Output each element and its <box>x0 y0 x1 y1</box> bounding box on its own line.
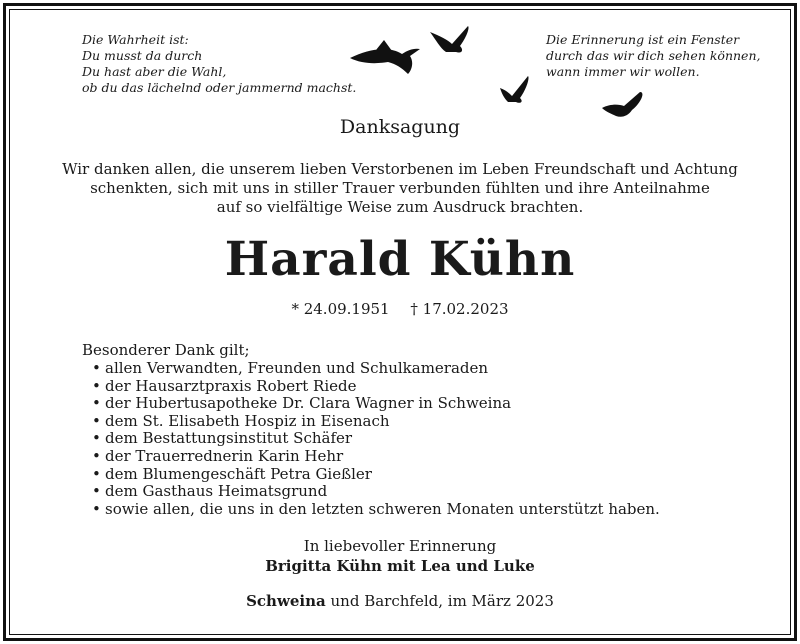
intro-text <box>0 160 800 217</box>
bird-icon <box>602 92 642 117</box>
list-item: • der Hausarztpraxis Robert Riede <box>92 378 660 396</box>
intro-line: schenkten, sich mit uns in stiller Trauer verbunden fühlten und ihre Anteilnahme <box>90 179 710 197</box>
list-item: • dem St. Elisabeth Hospiz in Eisenach <box>92 413 660 431</box>
list-item: • dem Blumengeschäft Petra Gießler <box>92 466 660 484</box>
death-date: † 17.02.2023 <box>410 300 509 318</box>
list-item: • der Hubertusapotheke Dr. Clara Wagner in Schweina <box>92 395 660 413</box>
place-rest: und Barchfeld, im März 2023 <box>325 592 554 610</box>
list-item: • allen Verwandten, Freunden und Schulkameraden <box>92 360 660 378</box>
list-item: • dem Bestattungsinstitut Schäfer <box>92 430 660 448</box>
intro-line: Wir danken allen, die unserem lieben Verstorbenen im Leben Freundschaft und Achtung <box>62 160 738 178</box>
quote-left-line: ob du das lächelnd oder jammernd machst. <box>82 80 357 95</box>
thanks-list <box>92 360 660 518</box>
intro-line: auf so vielfältige Weise zum Ausdruck brachten. <box>216 198 584 216</box>
quote-right-line: durch das wir dich sehen können, <box>546 48 761 63</box>
thanks-heading: Besonderer Dank gilt; <box>82 341 250 359</box>
list-item: • dem Gasthaus Heimatsgrund <box>92 483 660 501</box>
birth-date: * 24.09.1951 <box>291 300 390 318</box>
page-title: Danksagung <box>339 116 461 138</box>
bird-icon <box>500 76 529 103</box>
quote-right-line: Die Erinnerung ist ein Fenster <box>546 32 740 47</box>
flying-birds-icon <box>340 18 660 128</box>
bird-icon <box>350 40 420 74</box>
quote-left <box>82 32 356 96</box>
quote-left-line: Die Wahrheit ist: <box>82 32 189 47</box>
quote-right-line: wann immer wir wollen. <box>546 64 700 79</box>
list-item: • sowie allen, die uns in den letzten schweren Monaten unterstützt haben. <box>92 501 660 519</box>
place-city: Schweina <box>246 592 326 610</box>
memory-line: In liebevoller Erinnerung <box>303 537 497 555</box>
quote-left-line: Du hast aber die Wahl, <box>82 64 227 79</box>
list-item: • der Trauerrednerin Karin Hehr <box>92 448 660 466</box>
life-dates <box>0 300 800 318</box>
place-date <box>0 592 800 610</box>
family-names: Brigitta Kühn mit Lea und Luke <box>265 557 535 575</box>
quote-left-line: Du musst da durch <box>82 48 203 63</box>
bird-icon <box>430 26 469 53</box>
deceased-name: Harald Kühn <box>224 232 576 287</box>
